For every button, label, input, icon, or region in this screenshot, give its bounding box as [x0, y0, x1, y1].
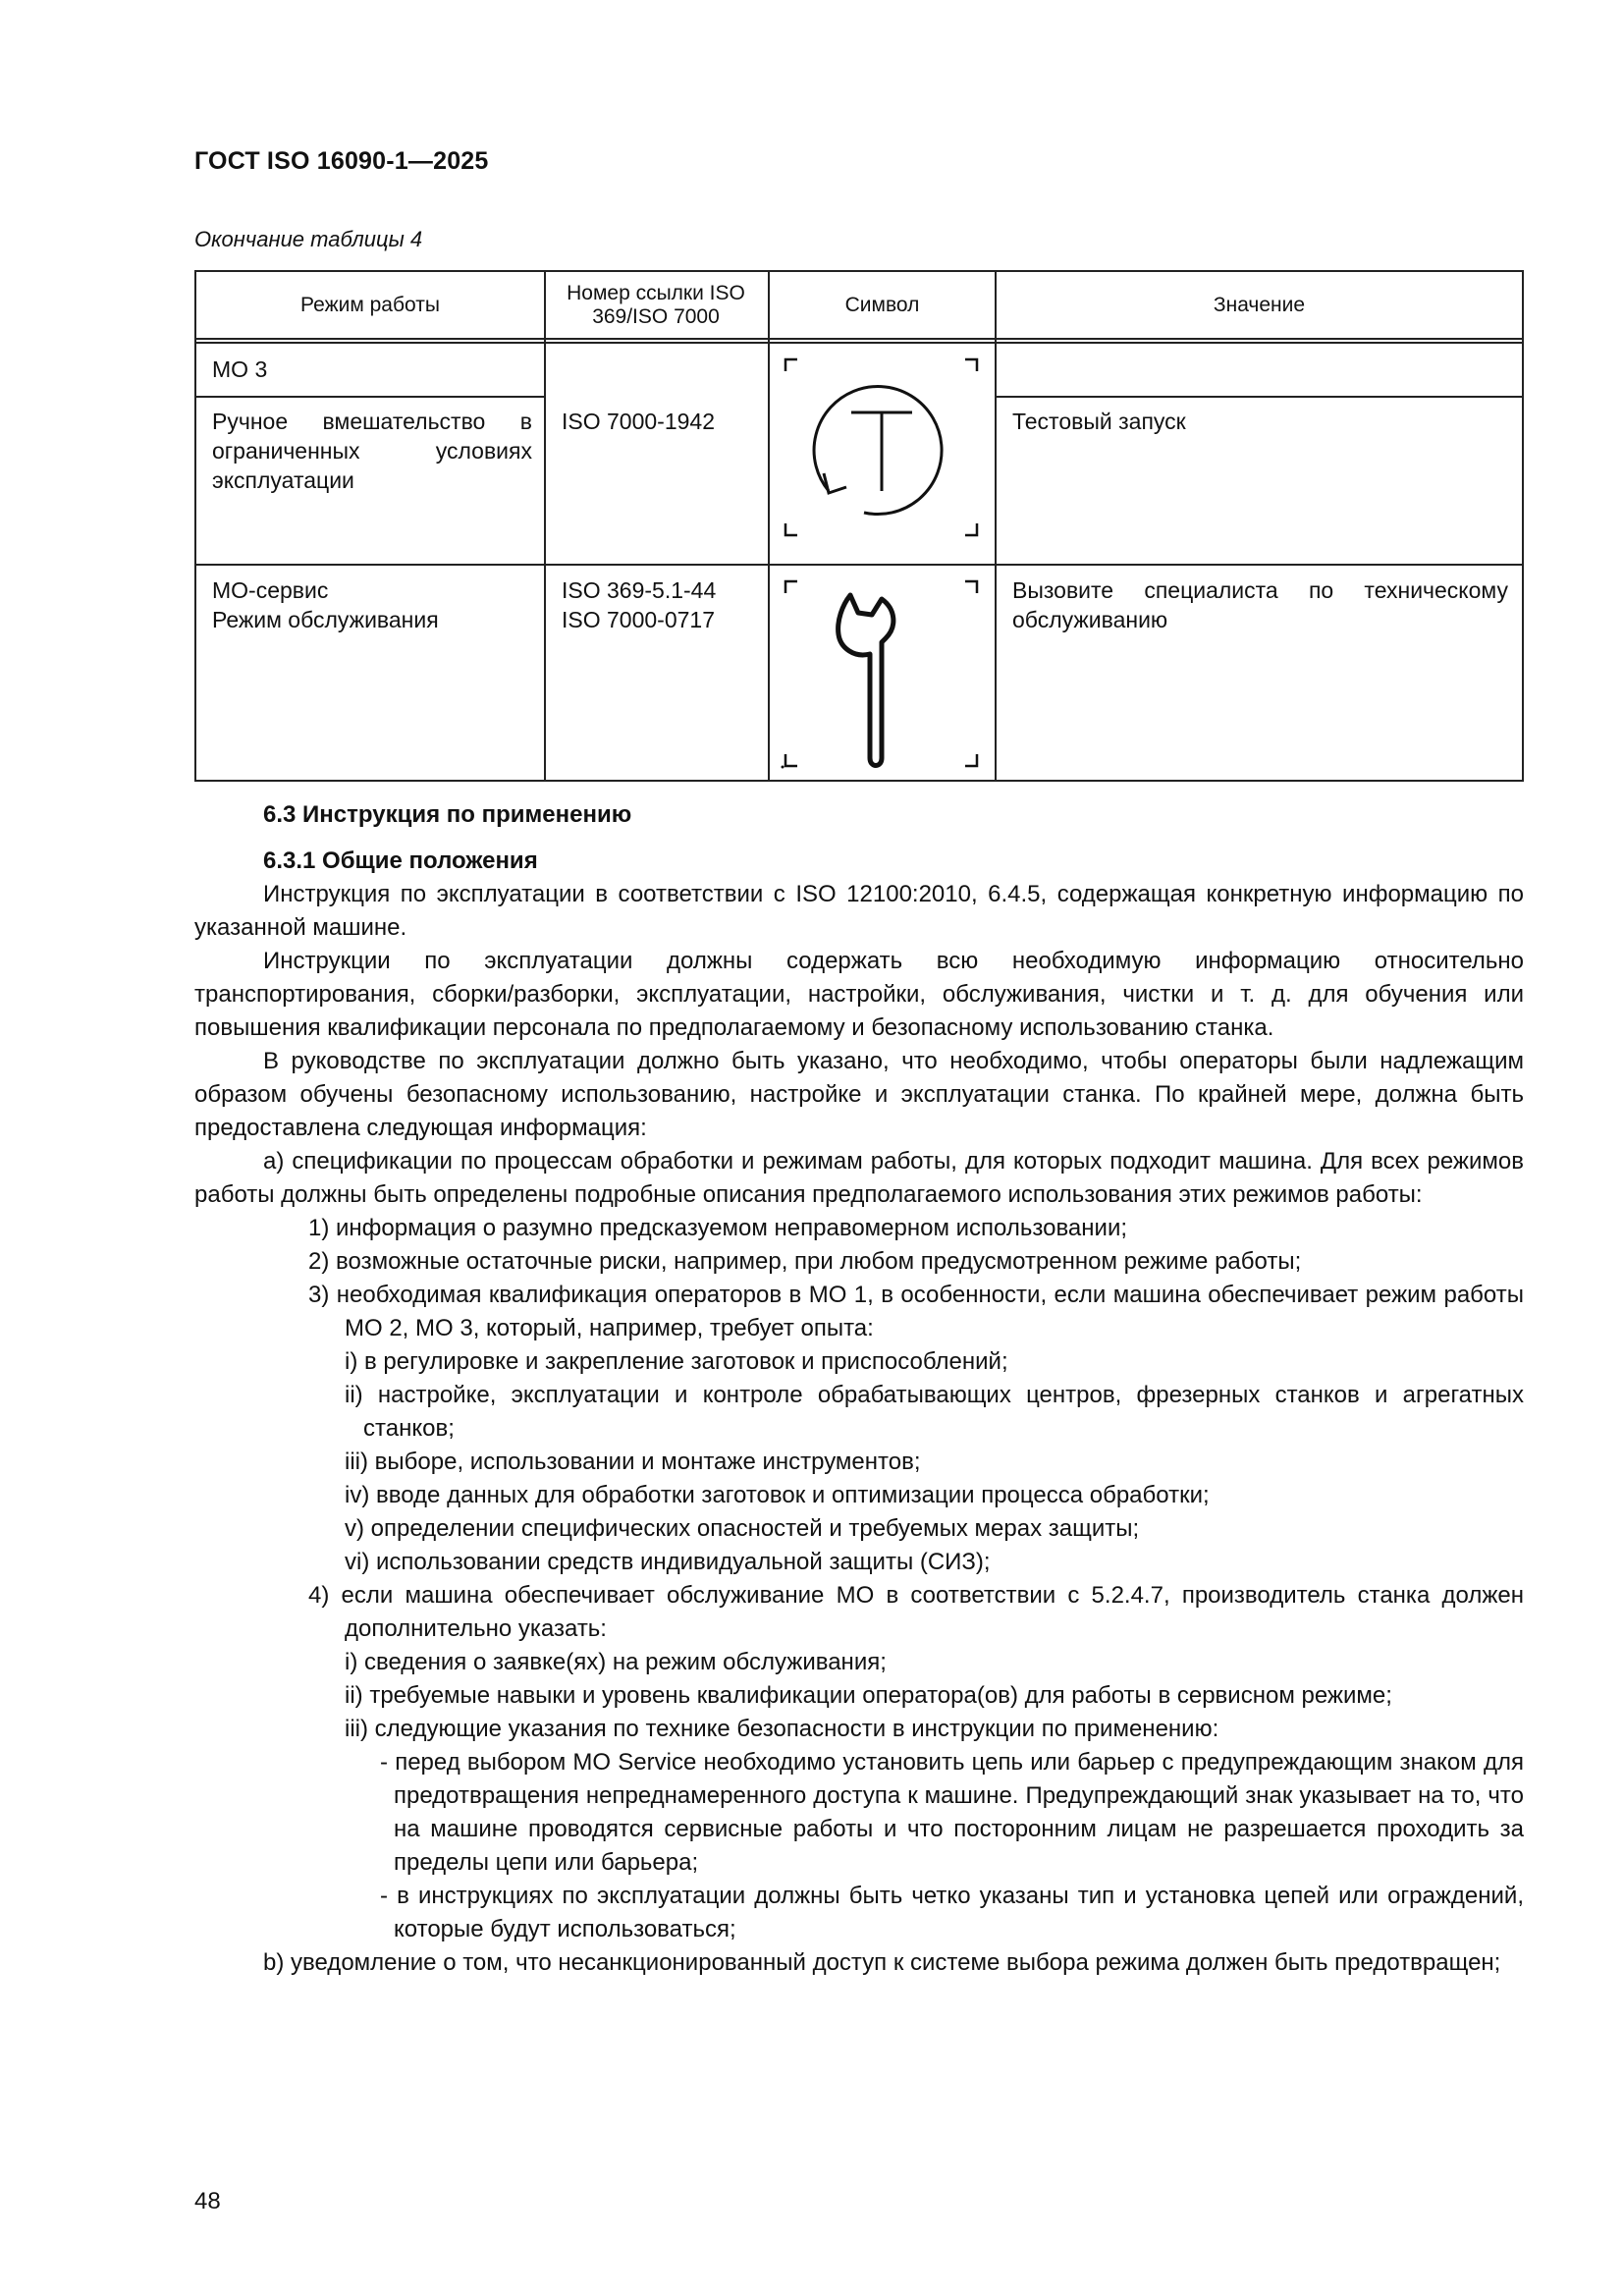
table-cell-ref: ISO 7000-1942: [562, 409, 716, 434]
table-cell-mode-line1: МО-сервис: [212, 577, 329, 603]
section-heading: 6.3 Инструкция по применению: [263, 801, 632, 828]
list-subitem: i) в регулировке и закрепление заготовок и приспособлений;: [345, 1348, 1008, 1375]
list-item-a1: 1) информация о разумно предсказуемом неправомерном использовании;: [308, 1215, 1128, 1241]
table-border-right: [1522, 270, 1524, 782]
table-header-rule-1: [194, 338, 1524, 340]
table-caption: Окончание таблицы 4: [194, 227, 423, 251]
list-subitem: iv) вводе данных для обработки заготовок и оптимизации процесса обработки;: [345, 1482, 1210, 1508]
table-col-divider-1: [544, 270, 546, 782]
list-subitem: ii) настройке, эксплуатации и контроле обрабатывающих центров, фрезерных станков и агрегатных станков;: [345, 1382, 1524, 1442]
table-row-rule-right: [995, 396, 1524, 398]
table-header-ref: Номер ссылки ISO 369/ISO 7000: [567, 281, 745, 328]
table-cell-mode-text: Ручное вмешательство в ограниченных условиях эксплуатации: [212, 409, 532, 493]
dash-item: - в инструкциях по эксплуатации должны быть четко указаны тип и установка цепей или ограждений, которые будут использоваться;: [380, 1883, 1524, 1942]
wrench-icon: [770, 566, 995, 780]
table-cell-mode-line2: Режим обслуживания: [212, 607, 439, 632]
paragraph: Инструкция по эксплуатации в соответствии с ISO 12100:2010, 6.4.5, содержащая конкретную информацию по указанной машине.: [194, 881, 1524, 941]
list-item-a3: 3) необходимая квалификация операторов в МО 1, в особенности, если машина обеспечивает режим работы МО 2, МО 3, который, например, требует опыта:: [308, 1282, 1524, 1341]
section-6-3: [194, 798, 1524, 1980]
table-border-bottom: [194, 780, 1524, 782]
list-item-a4: 4) если машина обеспечивает обслуживание МО в соответствии с 5.2.4.7, производитель станка должен дополнительно указать:: [308, 1582, 1524, 1642]
table-cell-mode: МО 3: [212, 356, 268, 382]
table-border-left: [194, 270, 196, 782]
list-item-a: а) спецификации по процессам обработки и режимам работы, для которых подходит машина. Для всех режимов работы должны быть определены подробные описания предполагаемого использования этих режимов работы:: [194, 1148, 1524, 1208]
table-header-meaning: Значение: [1213, 293, 1306, 316]
table-row-rule-left: [194, 396, 544, 398]
list-subitem: i) сведения о заявке(ях) на режим обслуживания;: [345, 1649, 887, 1675]
table-cell-ref: [562, 575, 716, 634]
list-subitem: v) определении специфических опасностей и требуемых мерах защиты;: [345, 1515, 1140, 1542]
list-subitem: ii) требуемые навыки и уровень квалификации оператора(ов) для работы в сервисном режиме;: [345, 1682, 1392, 1709]
paragraph: В руководстве по эксплуатации должно быть указано, что необходимо, чтобы операторы были надлежащим образом обучены безопасному использованию, настройке и эксплуатации станка. По крайней мере, должна быть предоставлена следующая информация:: [194, 1048, 1524, 1141]
table-cell-ref-line2: ISO 7000-0717: [562, 607, 716, 632]
table-col-divider-3: [995, 270, 997, 782]
list-item-b: b) уведомление о том, что несанкционированный доступ к системе выбора режима должен быть предотвращен;: [263, 1949, 1501, 1976]
table-cell-meaning: Тестовый запуск: [1012, 409, 1186, 434]
table-4: [194, 270, 1524, 782]
page-number: 48: [194, 2188, 221, 2214]
document-header: ГОСТ ISO 16090-1—2025: [194, 147, 489, 175]
dash-item: - перед выбором МО Service необходимо установить цепь или барьер с предупреждающим знаком для предотвращения непреднамеренного доступа к машине. Предупреждающий знак указывает на то, что на машине проводятся сервисные работы и что посторонним лицам не разрешается проходить за пределы цепи или барьера;: [380, 1749, 1524, 1876]
list-subitem: iii) выборе, использовании и монтаже инструментов;: [345, 1449, 921, 1475]
table-header-mode: Режим работы: [300, 293, 440, 316]
list-subitem: vi) использовании средств индивидуальной защиты (СИЗ);: [345, 1549, 991, 1575]
table-cell-ref-line1: ISO 369-5.1-44: [562, 577, 717, 603]
table-cell-mode: [212, 407, 532, 495]
paragraph: Инструкции по эксплуатации должны содержать всю необходимую информацию относительно транспортирования, сборки/разборки, эксплуатации, настройки, обслуживания, чистки и т. д. для обучения или повышения квалификации персонала по предполагаемому и безопасному использованию станка.: [194, 948, 1524, 1041]
list-item-a2: 2) возможные остаточные риски, например, при любом предусмотренном режиме работы;: [308, 1248, 1302, 1275]
test-run-icon: [770, 344, 995, 564]
table-cell-mode: [212, 575, 439, 634]
list-subitem: iii) следующие указания по технике безопасности в инструкции по применению:: [345, 1716, 1219, 1742]
table-cell-meaning: Вызовите специалиста по техническому обслуживанию: [1012, 577, 1508, 632]
subsection-heading: 6.3.1 Общие положения: [263, 847, 538, 874]
table-header-symbol: Символ: [844, 293, 920, 316]
